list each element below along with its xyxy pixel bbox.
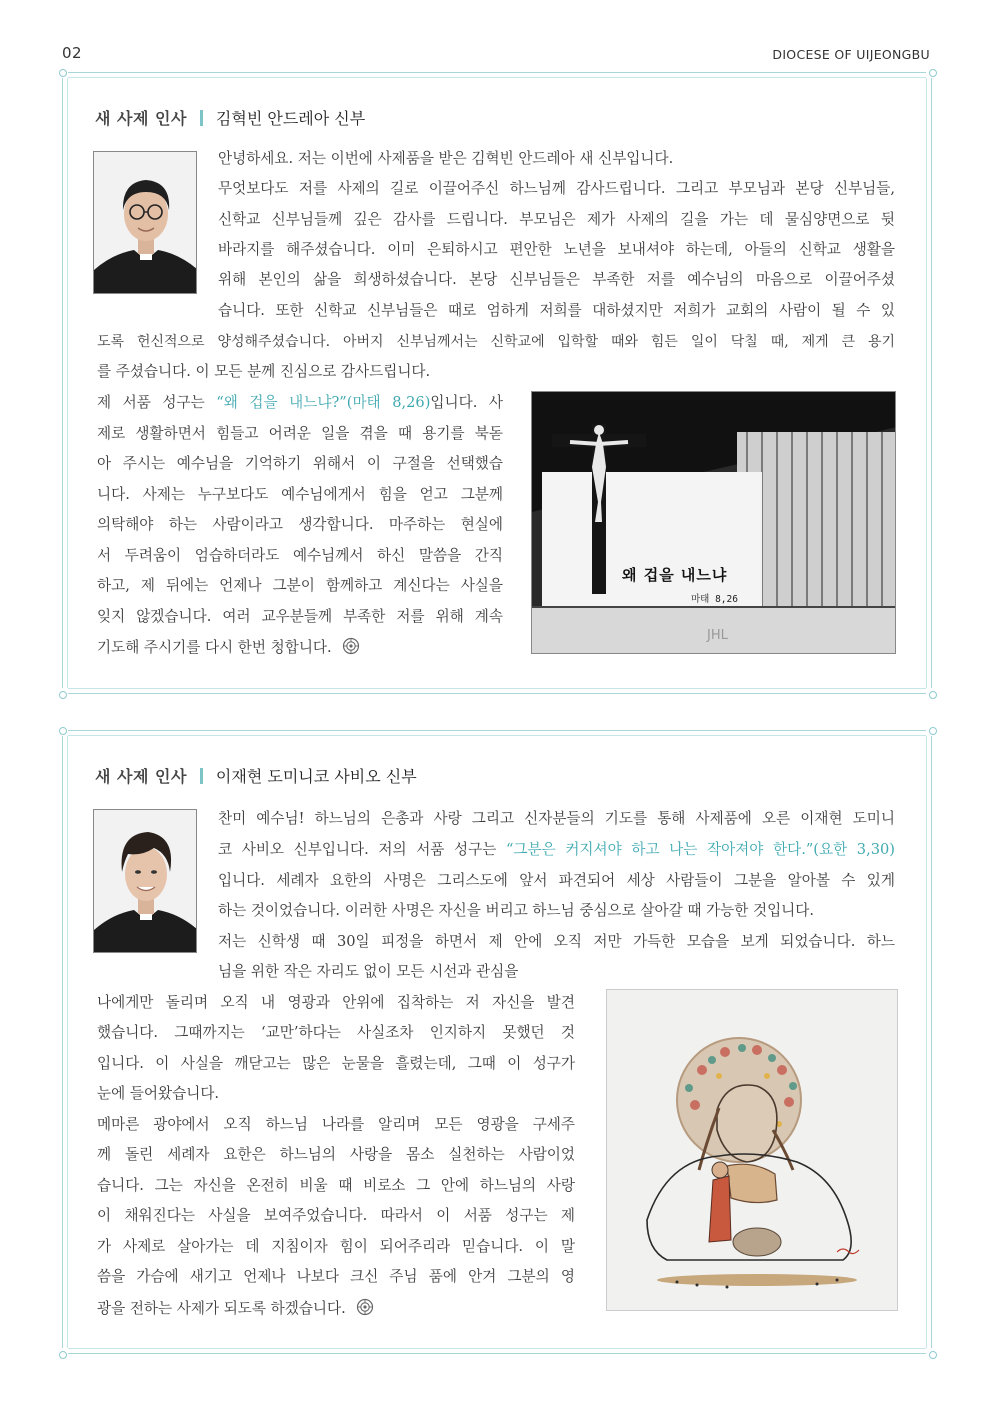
text-line: 바라지를 해주셨습니다. 이미 은퇴하시고 편안한 노년을 보내셔야 하는데, 아들의 신학교 생활을 bbox=[218, 241, 895, 258]
text-line: 도록 헌신적으로 양성해주셨습니다. 아버지 신부님께서는 신학교에 입학할 때와 힘든 일이 닥칠 때, 제게 큰 용기 bbox=[97, 334, 895, 350]
text-line: 입니다. 이 사실을 깨닫고는 많은 눈물을 흘렸는데, 그때 이 성구가 bbox=[97, 1055, 575, 1072]
photo-caption: 왜 겁을 내느냐 bbox=[622, 566, 728, 584]
text-line: 기도해 주시기를 다시 한번 청합니다. bbox=[97, 639, 332, 656]
text-line: 광을 전하는 사제가 되도록 하겠습니다. bbox=[97, 1300, 346, 1317]
text-line: 제로 생활하면서 힘들고 어려운 일을 겪을 때 용기를 북돋 bbox=[97, 425, 503, 442]
text-line: 눈에 들어왔습니다. bbox=[97, 1085, 220, 1102]
priest-portrait-2 bbox=[93, 809, 197, 953]
motto-intro: 제 서품 성구는 bbox=[97, 394, 217, 411]
text-line: 께 돌린 세례자 요한은 하느님의 사랑을 몸소 실천하는 사람이었 bbox=[97, 1146, 575, 1163]
jesus-embrace-artwork bbox=[606, 989, 898, 1311]
text-line: 아 주시는 예수님을 기억하기 위해서 이 구절을 선택했습 bbox=[97, 455, 503, 472]
text-line: 가 사제로 살아가는 데 지침이자 힘이 되어주리라 믿습니다. 이 말 bbox=[97, 1238, 575, 1255]
ordination-motto: “그분은 커지셔야 하고 나는 작아져야 한다.”(요한 3,30) bbox=[505, 841, 895, 858]
text-line: 습니다. 그는 자신을 온전히 비울 때 비로소 그 안에 하느님의 사랑 bbox=[97, 1177, 575, 1194]
text-line: 나에게만 돌리며 오직 내 영광과 안위에 집착하는 저 자신을 발견 bbox=[97, 994, 575, 1011]
text-line: 무엇보다도 저를 사제의 길로 이끌어주신 하느님께 감사드립니다. 그리고 부모님과 본당 신부님들, bbox=[218, 180, 895, 197]
article-2-frame bbox=[62, 730, 932, 1354]
frame-ornament bbox=[926, 1348, 938, 1360]
motto-line bbox=[97, 393, 503, 413]
text-line: 습니다. 또한 신학교 신부님들은 때로 엄하게 저희를 대하셨지만 저희가 교회의 사람이 될 수 있 bbox=[218, 302, 895, 319]
article-1-frame bbox=[62, 72, 932, 694]
crucifix-photo bbox=[531, 391, 896, 654]
frame-ornament bbox=[926, 724, 938, 736]
text-line: 위해 본인의 삶을 희생하셨습니다. 본당 신부님들은 부족한 저를 예수님의 마음으로 이끌어주셨 bbox=[218, 271, 895, 288]
text-line: 의탁해야 하는 사람이라고 생각합니다. 마주하는 현실에 bbox=[97, 516, 503, 533]
article-1-heading bbox=[95, 106, 365, 129]
section-label: 새 사제 인사 bbox=[95, 767, 187, 786]
text-line: 님을 위한 작은 자리도 없이 모든 시선과 관심을 bbox=[218, 963, 519, 980]
ordination-motto: “왜 겁을 내느냐?”(마태 8,26) bbox=[216, 394, 431, 411]
priest-name: 이재현 도미니코 사비오 신부 bbox=[215, 767, 417, 786]
priest-name: 김혁빈 안드레아 신부 bbox=[215, 109, 366, 128]
text-line: 하는 것이었습니다. 이러한 사명은 자신을 버리고 하느님 중심으로 살아갈 때 가능한 것입니다. bbox=[218, 902, 815, 919]
section-label: 새 사제 인사 bbox=[95, 109, 187, 128]
text-line: 했습니다. 그때까지는 ‘교만’하다는 사실조차 인지하지 못했던 것 bbox=[97, 1024, 575, 1041]
publication-title: DIOCESE OF UIJEONGBU bbox=[772, 47, 930, 62]
text-line: 이 채워진다는 사실을 보여주었습니다. 따라서 이 서품 성구는 제 bbox=[97, 1207, 575, 1224]
motto-intro: 코 사비오 신부입니다. 저의 서품 성구는 bbox=[218, 841, 506, 858]
page-number: 02 bbox=[62, 44, 83, 62]
article-2-heading bbox=[95, 764, 417, 787]
text-line: 잊지 않겠습니다. 여러 교우분들께 부족한 저를 위해 계속 bbox=[97, 608, 503, 625]
frame-ornament bbox=[56, 66, 68, 78]
text-line: 저는 신학생 때 30일 피정을 하면서 제 안에 오직 저만 가득한 모습을 보게 되었습니다. 하느 bbox=[218, 933, 895, 950]
text-line: 안녕하세요. 저는 이번에 사제품을 받은 김혁빈 안드레아 새 신부입니다. bbox=[218, 150, 674, 167]
text-line: 신학교 신부님들께 깊은 감사를 드립니다. 부모님은 제가 사제의 길을 가는 데 물심양면으로 뒷 bbox=[218, 211, 895, 228]
motto-line bbox=[218, 840, 895, 860]
heading-divider bbox=[200, 768, 203, 784]
frame-ornament bbox=[56, 688, 68, 700]
text-line: 하고, 제 뒤에는 언제나 그분이 함께하고 계신다는 사실을 bbox=[97, 577, 503, 594]
motto-after: 입니다. 사 bbox=[430, 394, 504, 411]
heading-divider bbox=[200, 110, 203, 126]
text-line: 를 주셨습니다. 이 모든 분께 진심으로 감사드립니다. bbox=[97, 363, 431, 380]
text-line-last bbox=[97, 1298, 374, 1322]
photo-reference: 마태 8,26 bbox=[691, 594, 738, 605]
photo-wall-mark: JHL bbox=[707, 628, 728, 643]
text-line: 메마른 광야에서 오직 하느님 나라를 알리며 모든 영광을 구세주 bbox=[97, 1116, 575, 1133]
frame-ornament bbox=[926, 688, 938, 700]
text-line: 입니다. 세례자 요한의 사명은 그리스도에 앞서 파견되어 세상 사람들이 그분을 알아볼 수 있게 bbox=[218, 872, 895, 889]
text-line: 니다. 사제는 누구보다도 예수님에게서 힘을 얻고 그분께 bbox=[97, 486, 503, 503]
frame-ornament bbox=[56, 1348, 68, 1360]
frame-ornament bbox=[56, 724, 68, 736]
text-line: 서 두려움이 엄습하더라도 예수님께서 하신 말씀을 간직 bbox=[97, 547, 503, 564]
text-line: 찬미 예수님! 하느님의 은총과 사랑 그리고 신자분들의 기도를 통해 사제품에 오른 이재현 도미니 bbox=[218, 810, 895, 827]
text-line: 씀을 가슴에 새기고 언제나 나보다 크신 주님 품에 안겨 그분의 영 bbox=[97, 1268, 575, 1285]
end-rosette-icon bbox=[342, 637, 360, 661]
end-rosette-icon bbox=[356, 1298, 374, 1322]
frame-ornament bbox=[926, 66, 938, 78]
priest-portrait-1 bbox=[93, 151, 197, 294]
text-line-last bbox=[97, 637, 360, 661]
